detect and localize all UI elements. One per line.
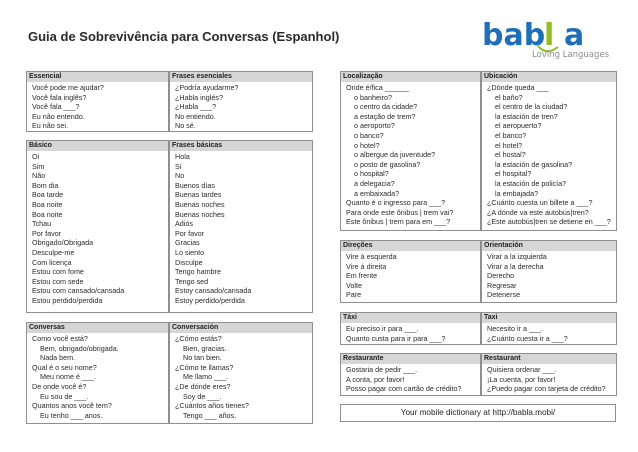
phrase-line: Derecho <box>487 271 515 281</box>
phrase-line: Adiós <box>175 219 193 229</box>
phrase-line: o banheiro? <box>354 92 392 102</box>
section-conversas-pt <box>26 322 169 424</box>
phrase-line: Quisiera ordenar ___. <box>487 365 557 374</box>
phrase-line: Estoy cansado/cansada <box>175 286 252 296</box>
phrase-line: Virar a la izquierda <box>487 252 547 261</box>
phrase-line: Quantos anos você tem? <box>32 401 112 411</box>
phrase-line: Estou com sede <box>32 276 84 286</box>
phrase-line: ¿Cómo estás? <box>175 334 222 343</box>
phrase-line: ¿Este autobús|tren se detiene en ___? <box>487 217 611 227</box>
section-title: Ubicación <box>482 72 616 82</box>
section-essencial-pt <box>26 71 169 132</box>
logo-letter-a: a <box>564 18 585 53</box>
phrase-line: Me llamo ___. <box>183 372 229 382</box>
section-title: Conversación <box>170 323 312 333</box>
phrase-line: Buenos días <box>175 180 215 190</box>
phrase-line: Por favor <box>32 228 62 238</box>
phrase-line: Disculpe <box>175 257 203 267</box>
section-restaurante-pt <box>340 353 481 396</box>
phrase-line: Boa noite <box>32 209 63 219</box>
phrase-line: No tan bien. <box>183 353 222 363</box>
section-localizacao-es <box>481 71 617 231</box>
phrase-line: Buenas noches <box>175 209 225 219</box>
phrase-line: Com licença <box>32 257 72 267</box>
section-direcoes-es <box>481 240 617 303</box>
phrase-line: Pare <box>346 290 362 300</box>
phrase-line: ¡La cuenta, por favor! <box>487 374 556 384</box>
phrase-line: No sé. <box>175 121 196 131</box>
section-title: Direções <box>341 241 480 251</box>
babla-logo-mark <box>480 16 616 60</box>
logo-tagline: Loving Languages <box>532 50 610 60</box>
section-localizacao-pt <box>340 71 481 231</box>
phrase-line: Qual é o seu nome? <box>32 362 97 372</box>
section-title: Básico <box>27 141 168 151</box>
phrase-line: Virar a la derecha <box>487 261 544 271</box>
phrase-line: Tengo hambre <box>175 267 221 277</box>
phrase-line: o centro da cidade? <box>354 102 418 112</box>
phrase-line: la estación de gasolina? <box>495 159 573 169</box>
phrase-line: a embaixada? <box>354 188 400 198</box>
phrase-line: el hospital? <box>495 169 532 179</box>
phrase-line: Lo siento <box>175 247 205 257</box>
phrase-line: Gostaria de pedir ___. <box>346 365 418 374</box>
phrase-line: Boa tarde <box>32 190 64 200</box>
phrase-line: o hotel? <box>354 140 380 150</box>
phrase-line: o aeroporto? <box>354 121 395 131</box>
phrase-line: ¿Habla ___? <box>175 102 217 112</box>
phrase-line: Desculpe-me <box>32 247 75 257</box>
phrase-line: ¿Dónde queda ___ <box>487 83 549 92</box>
phrase-line: la estación de policía? <box>495 178 567 188</box>
section-restaurante-es <box>481 353 617 396</box>
phrase-line: Sim <box>32 161 45 171</box>
page-title: Guia de Sobrevivência para Conversas (Espanhol) <box>28 29 340 44</box>
phrase-line: Quanto custa para ir para ___? <box>346 333 446 343</box>
phrase-line: ¿De dónde eres? <box>175 381 231 391</box>
phrase-line: Vire à direita <box>346 261 387 271</box>
phrase-line: Como você está? <box>32 334 88 343</box>
phrase-line: Estou perdido/perdida <box>32 295 103 305</box>
section-title: Restaurant <box>482 354 616 364</box>
phrase-line: Volte <box>346 280 362 290</box>
phrase-line: Eu preciso ir para ___. <box>346 324 419 333</box>
section-basico-es <box>169 140 313 313</box>
section-title: Táxi <box>341 313 480 323</box>
phrase-line: De onde você é? <box>32 381 87 391</box>
section-title: Orientación <box>482 241 616 251</box>
logo-letter-l: l <box>544 18 555 53</box>
phrase-line: Bom dia <box>32 180 59 190</box>
phrase-line: el baño? <box>495 92 523 102</box>
section-title: Frases esenciales <box>170 72 312 82</box>
phrase-line: Regresar <box>487 280 517 290</box>
phrase-line: Bem, obrigado/obrigada. <box>40 343 119 353</box>
phrase-line: Estoy perdido/perdida <box>175 295 245 305</box>
phrase-line: Gracias <box>175 238 200 248</box>
phrase-line: Estou com cansado/cansada <box>32 286 125 296</box>
phrase-line: ¿Cuánto cuesta un billete a ___? <box>487 198 593 208</box>
logo-letters-bab: bab <box>482 18 546 53</box>
phrase-line: el centro de la ciudad? <box>495 102 568 112</box>
phrase-line: Meu nome é ___. <box>40 372 96 382</box>
phrase-line: Você fala ___? <box>32 102 80 112</box>
section-title: Essencial <box>27 72 168 82</box>
phrase-line: o albergue da juventude? <box>354 150 436 160</box>
phrase-line: o hospital? <box>354 169 389 179</box>
phrase-line: Hola <box>175 152 190 161</box>
phrase-line: Buenas tardes <box>175 190 222 200</box>
phrase-line: Estou com fome <box>32 267 84 277</box>
phrase-line: a delegacia? <box>354 178 395 188</box>
phrase-line: o banco? <box>354 130 384 140</box>
section-title: Frases básicas <box>170 141 312 151</box>
section-basico-pt <box>26 140 169 313</box>
section-title: Conversas <box>27 323 168 333</box>
phrase-line: Quanto é o ingresso para ___? <box>346 198 446 208</box>
phrase-line: ¿Podría ayudarme? <box>175 83 239 92</box>
phrase-line: ¿A dónde va este autobús|tren? <box>487 207 589 217</box>
phrase-line: a estação de trem? <box>354 111 416 121</box>
phrase-line: ¿Puedo pagar con tarjeta de crédito? <box>487 384 606 394</box>
section-taxi-es <box>481 312 617 345</box>
phrase-line: Este ônibus | trem para em ___? <box>346 217 451 227</box>
phrase-line: No <box>175 171 185 181</box>
phrase-line: Oi <box>32 152 40 161</box>
phrase-line: Posso pagar com cartão de crédito? <box>346 384 462 394</box>
phrase-line: Tengo sed <box>175 276 209 286</box>
phrase-line: Em frente <box>346 271 378 281</box>
phrase-line: Bien, gracias. <box>183 343 227 353</box>
phrase-line: la embajada? <box>495 188 539 198</box>
section-title: Localização <box>341 72 480 82</box>
phrase-line: Você fala inglês? <box>32 92 87 102</box>
phrase-line: ¿Cuántos años tienes? <box>175 401 249 411</box>
section-title: Restaurante <box>341 354 480 364</box>
phrase-line: el hostal? <box>495 150 526 160</box>
phrase-line: Buenas noches <box>175 199 225 209</box>
phrase-line: Necesito ir a ___. <box>487 324 543 333</box>
section-direcoes-pt <box>340 240 481 303</box>
section-title: Taxi <box>482 313 616 323</box>
phrase-line: Eu não entendo. <box>32 111 85 121</box>
phrase-line: Eu não sei. <box>32 121 68 131</box>
phrase-line: ¿Cómo te llamas? <box>175 362 234 372</box>
phrase-line: No entiendo. <box>175 111 216 121</box>
footer-note: Your mobile dictionary at http://babla.mobi/ <box>340 404 616 422</box>
phrase-line: el banco? <box>495 130 527 140</box>
phrase-line: Soy de ___. <box>183 391 222 401</box>
phrase-line: A conta, por favor! <box>346 374 405 384</box>
section-conversas-es <box>169 322 313 424</box>
phrase-line: Vire à esquerda <box>346 252 397 261</box>
phrase-line: Para onde este ônibus | trem vai? <box>346 207 454 217</box>
phrase-line: Por favor <box>175 228 205 238</box>
phrase-line: o posto de gasolina? <box>354 159 421 169</box>
phrase-line: Eu sou de ___. <box>40 391 89 401</box>
phrase-line: Onde é/fica ______ <box>346 83 409 92</box>
phrase-line: Não <box>32 171 46 181</box>
phrase-line: el hotel? <box>495 140 523 150</box>
phrase-line: Tchau <box>32 219 52 229</box>
phrase-line: ¿Cuánto cuesta ir a ___? <box>487 333 568 343</box>
section-taxi-pt <box>340 312 481 345</box>
phrase-line: la estación de tren? <box>495 111 558 121</box>
phrase-line: Sí <box>175 161 182 171</box>
phrase-line: Boa noite <box>32 199 63 209</box>
phrase-line: Nada bem. <box>40 353 76 363</box>
babla-logo <box>480 16 616 60</box>
phrase-line: Obrigado/Obrigada <box>32 238 94 248</box>
phrase-line: Eu tenho ___ anos. <box>40 410 103 420</box>
phrase-line: Tengo ___ años. <box>183 410 237 420</box>
phrase-line: Você pode me ajudar? <box>32 83 104 92</box>
section-essencial-es <box>169 71 313 132</box>
phrase-line: el aeropuerto? <box>495 121 542 131</box>
phrase-line: Detenerse <box>487 290 521 300</box>
phrase-line: ¿Habla inglés? <box>175 92 223 102</box>
